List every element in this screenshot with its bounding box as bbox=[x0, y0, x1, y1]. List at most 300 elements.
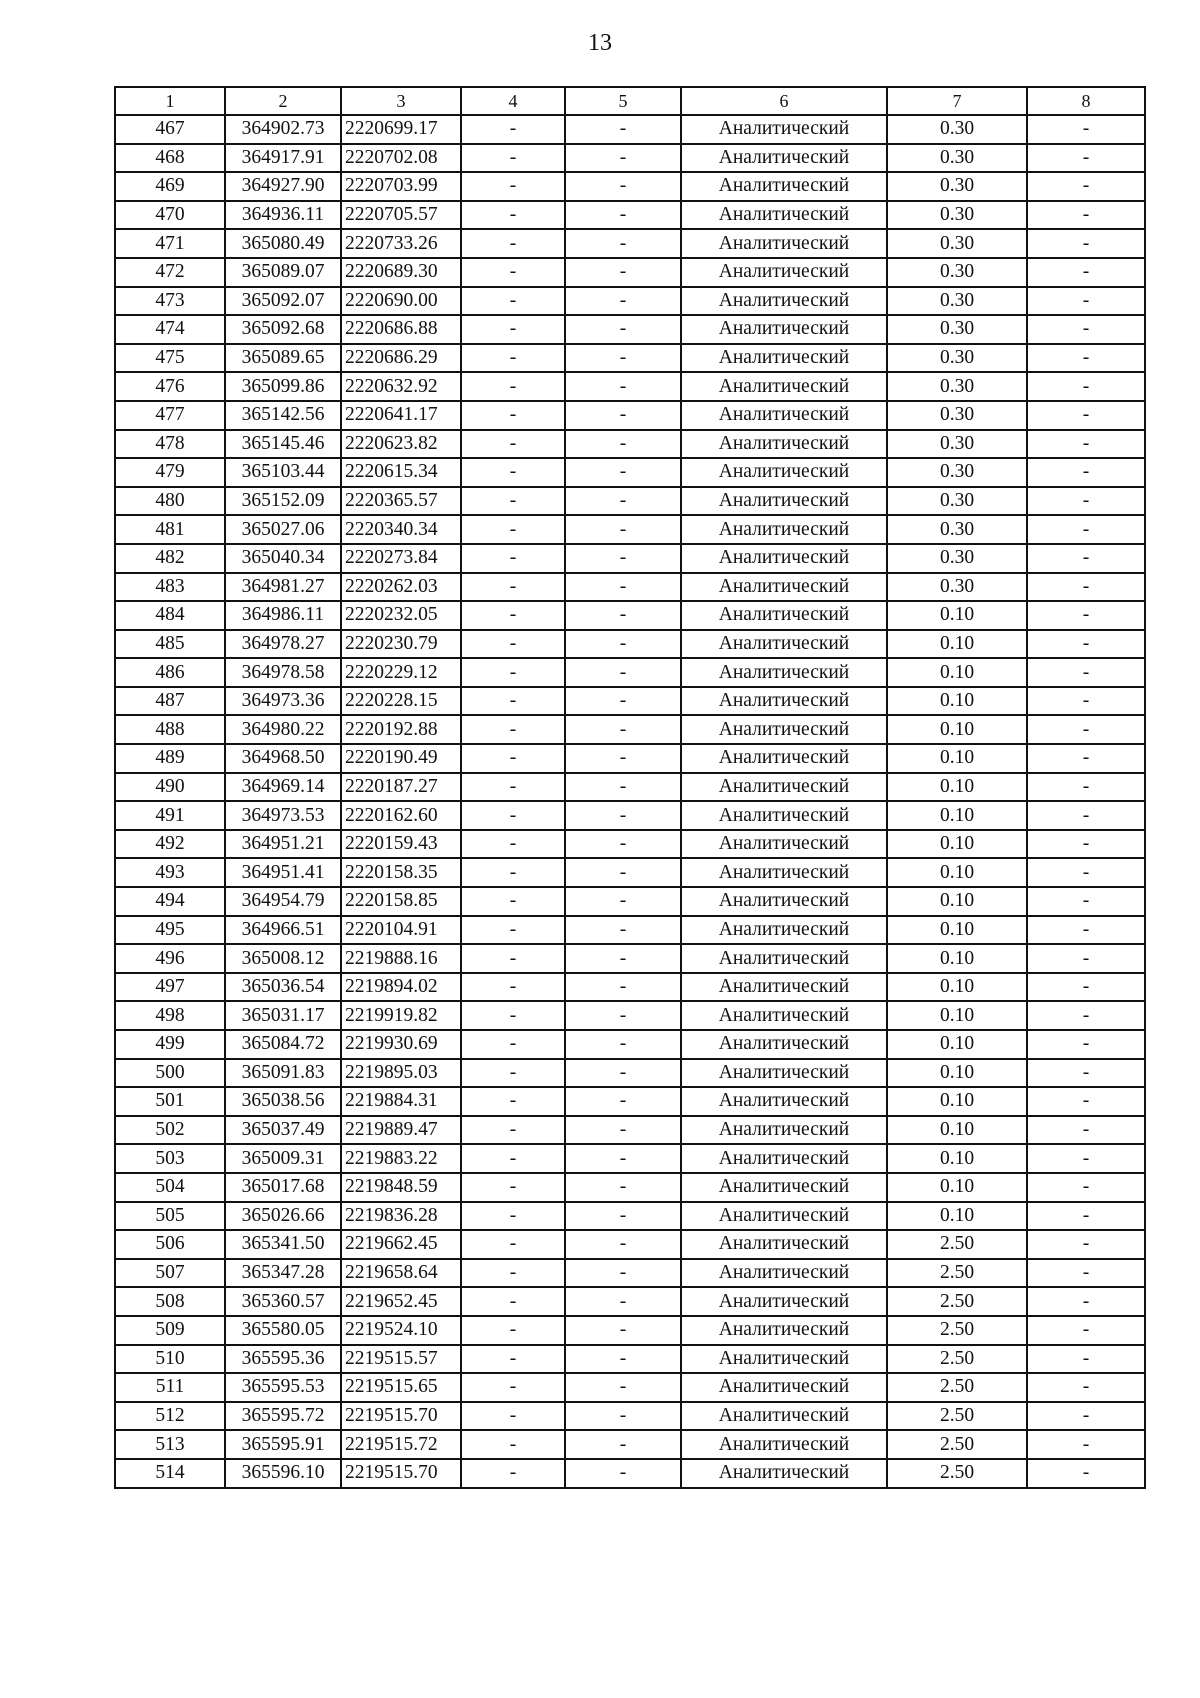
accuracy-cell: 0.10 bbox=[887, 1087, 1027, 1116]
accuracy-cell: 2.50 bbox=[887, 1459, 1027, 1488]
y-coordinate-cell: 2220686.29 bbox=[341, 344, 461, 373]
y-coordinate-cell: 2219889.47 bbox=[341, 1116, 461, 1145]
col4-cell: - bbox=[461, 487, 565, 516]
method-cell: Аналитический bbox=[681, 1030, 887, 1059]
col4-cell: - bbox=[461, 1173, 565, 1202]
table-row bbox=[115, 115, 1145, 144]
col4-cell: - bbox=[461, 1287, 565, 1316]
col5-cell: - bbox=[565, 1316, 681, 1345]
col5-cell: - bbox=[565, 1030, 681, 1059]
accuracy-cell: 0.10 bbox=[887, 887, 1027, 916]
col8-cell: - bbox=[1027, 773, 1145, 802]
method-cell: Аналитический bbox=[681, 172, 887, 201]
col8-cell: - bbox=[1027, 1345, 1145, 1374]
x-coordinate-cell: 364981.27 bbox=[225, 573, 341, 602]
point-number-cell: 479 bbox=[115, 458, 225, 487]
y-coordinate-cell: 2219515.70 bbox=[341, 1402, 461, 1431]
col4-cell: - bbox=[461, 715, 565, 744]
col4-cell: - bbox=[461, 315, 565, 344]
col5-cell: - bbox=[565, 515, 681, 544]
x-coordinate-cell: 364973.36 bbox=[225, 687, 341, 716]
table-row bbox=[115, 1430, 1145, 1459]
method-cell: Аналитический bbox=[681, 544, 887, 573]
method-cell: Аналитический bbox=[681, 773, 887, 802]
table-row bbox=[115, 229, 1145, 258]
accuracy-cell: 0.30 bbox=[887, 115, 1027, 144]
col5-cell: - bbox=[565, 1345, 681, 1374]
col4-cell: - bbox=[461, 544, 565, 573]
col5-cell: - bbox=[565, 1173, 681, 1202]
page-number: 13 bbox=[588, 30, 612, 56]
col5-cell: - bbox=[565, 744, 681, 773]
y-coordinate-cell: 2219515.65 bbox=[341, 1373, 461, 1402]
method-cell: Аналитический bbox=[681, 229, 887, 258]
x-coordinate-cell: 365038.56 bbox=[225, 1087, 341, 1116]
col5-cell: - bbox=[565, 458, 681, 487]
y-coordinate-cell: 2220632.92 bbox=[341, 372, 461, 401]
col5-cell: - bbox=[565, 573, 681, 602]
table-row bbox=[115, 1230, 1145, 1259]
point-number-cell: 506 bbox=[115, 1230, 225, 1259]
x-coordinate-cell: 365089.07 bbox=[225, 258, 341, 287]
x-coordinate-cell: 365596.10 bbox=[225, 1459, 341, 1488]
col5-cell: - bbox=[565, 401, 681, 430]
method-cell: Аналитический bbox=[681, 973, 887, 1002]
col5-cell: - bbox=[565, 1087, 681, 1116]
header-cell: 7 bbox=[887, 87, 1027, 115]
method-cell: Аналитический bbox=[681, 144, 887, 173]
y-coordinate-cell: 2219883.22 bbox=[341, 1144, 461, 1173]
table-row bbox=[115, 744, 1145, 773]
y-coordinate-cell: 2220273.84 bbox=[341, 544, 461, 573]
col8-cell: - bbox=[1027, 1030, 1145, 1059]
table-row bbox=[115, 1202, 1145, 1231]
col5-cell: - bbox=[565, 1402, 681, 1431]
method-cell: Аналитический bbox=[681, 573, 887, 602]
col8-cell: - bbox=[1027, 458, 1145, 487]
col8-cell: - bbox=[1027, 658, 1145, 687]
x-coordinate-cell: 365031.17 bbox=[225, 1001, 341, 1030]
col4-cell: - bbox=[461, 144, 565, 173]
col5-cell: - bbox=[565, 1430, 681, 1459]
col4-cell: - bbox=[461, 1116, 565, 1145]
col4-cell: - bbox=[461, 430, 565, 459]
point-number-cell: 493 bbox=[115, 858, 225, 887]
accuracy-cell: 0.30 bbox=[887, 372, 1027, 401]
point-number-cell: 475 bbox=[115, 344, 225, 373]
x-coordinate-cell: 364973.53 bbox=[225, 801, 341, 830]
col5-cell: - bbox=[565, 830, 681, 859]
x-coordinate-cell: 364986.11 bbox=[225, 601, 341, 630]
col8-cell: - bbox=[1027, 916, 1145, 945]
table-row bbox=[115, 715, 1145, 744]
method-cell: Аналитический bbox=[681, 1345, 887, 1374]
col8-cell: - bbox=[1027, 258, 1145, 287]
point-number-cell: 470 bbox=[115, 201, 225, 230]
method-cell: Аналитический bbox=[681, 1316, 887, 1345]
method-cell: Аналитический bbox=[681, 1287, 887, 1316]
accuracy-cell: 0.30 bbox=[887, 487, 1027, 516]
x-coordinate-cell: 365099.86 bbox=[225, 372, 341, 401]
col8-cell: - bbox=[1027, 401, 1145, 430]
x-coordinate-cell: 365089.65 bbox=[225, 344, 341, 373]
col4-cell: - bbox=[461, 1430, 565, 1459]
y-coordinate-cell: 2220232.05 bbox=[341, 601, 461, 630]
header-cell: 6 bbox=[681, 87, 887, 115]
accuracy-cell: 0.10 bbox=[887, 715, 1027, 744]
method-cell: Аналитический bbox=[681, 858, 887, 887]
col4-cell: - bbox=[461, 830, 565, 859]
col5-cell: - bbox=[565, 1116, 681, 1145]
col8-cell: - bbox=[1027, 601, 1145, 630]
table-row bbox=[115, 630, 1145, 659]
accuracy-cell: 0.30 bbox=[887, 258, 1027, 287]
method-cell: Аналитический bbox=[681, 687, 887, 716]
col5-cell: - bbox=[565, 715, 681, 744]
col4-cell: - bbox=[461, 1259, 565, 1288]
table-row bbox=[115, 1087, 1145, 1116]
col8-cell: - bbox=[1027, 344, 1145, 373]
table-row bbox=[115, 1287, 1145, 1316]
header-cell: 8 bbox=[1027, 87, 1145, 115]
table-row bbox=[115, 430, 1145, 459]
col8-cell: - bbox=[1027, 1230, 1145, 1259]
y-coordinate-cell: 2220686.88 bbox=[341, 315, 461, 344]
x-coordinate-cell: 365091.83 bbox=[225, 1059, 341, 1088]
col8-cell: - bbox=[1027, 1430, 1145, 1459]
point-number-cell: 480 bbox=[115, 487, 225, 516]
accuracy-cell: 2.50 bbox=[887, 1259, 1027, 1288]
col5-cell: - bbox=[565, 944, 681, 973]
method-cell: Аналитический bbox=[681, 515, 887, 544]
table-row bbox=[115, 916, 1145, 945]
col8-cell: - bbox=[1027, 1459, 1145, 1488]
col4-cell: - bbox=[461, 887, 565, 916]
point-number-cell: 494 bbox=[115, 887, 225, 916]
y-coordinate-cell: 2220623.82 bbox=[341, 430, 461, 459]
accuracy-cell: 0.30 bbox=[887, 287, 1027, 316]
accuracy-cell: 0.30 bbox=[887, 344, 1027, 373]
col5-cell: - bbox=[565, 287, 681, 316]
x-coordinate-cell: 365595.53 bbox=[225, 1373, 341, 1402]
header-cell: 5 bbox=[565, 87, 681, 115]
point-number-cell: 485 bbox=[115, 630, 225, 659]
col4-cell: - bbox=[461, 1087, 565, 1116]
table-row bbox=[115, 287, 1145, 316]
col5-cell: - bbox=[565, 630, 681, 659]
y-coordinate-cell: 2219884.31 bbox=[341, 1087, 461, 1116]
table-row bbox=[115, 1173, 1145, 1202]
col4-cell: - bbox=[461, 1144, 565, 1173]
table-row bbox=[115, 801, 1145, 830]
col4-cell: - bbox=[461, 515, 565, 544]
y-coordinate-cell: 2220690.00 bbox=[341, 287, 461, 316]
col4-cell: - bbox=[461, 687, 565, 716]
header-cell: 4 bbox=[461, 87, 565, 115]
point-number-cell: 468 bbox=[115, 144, 225, 173]
col8-cell: - bbox=[1027, 1402, 1145, 1431]
table-row bbox=[115, 144, 1145, 173]
table-row bbox=[115, 401, 1145, 430]
table-row bbox=[115, 458, 1145, 487]
x-coordinate-cell: 364927.90 bbox=[225, 172, 341, 201]
col5-cell: - bbox=[565, 144, 681, 173]
table-row bbox=[115, 1030, 1145, 1059]
table-row bbox=[115, 1345, 1145, 1374]
y-coordinate-cell: 2219894.02 bbox=[341, 973, 461, 1002]
col5-cell: - bbox=[565, 801, 681, 830]
point-number-cell: 505 bbox=[115, 1202, 225, 1231]
accuracy-cell: 0.10 bbox=[887, 973, 1027, 1002]
method-cell: Аналитический bbox=[681, 1259, 887, 1288]
accuracy-cell: 0.10 bbox=[887, 1059, 1027, 1088]
col4-cell: - bbox=[461, 944, 565, 973]
point-number-cell: 512 bbox=[115, 1402, 225, 1431]
table-row bbox=[115, 573, 1145, 602]
accuracy-cell: 0.30 bbox=[887, 172, 1027, 201]
y-coordinate-cell: 2219515.57 bbox=[341, 1345, 461, 1374]
point-number-cell: 500 bbox=[115, 1059, 225, 1088]
point-number-cell: 482 bbox=[115, 544, 225, 573]
col8-cell: - bbox=[1027, 1173, 1145, 1202]
col5-cell: - bbox=[565, 258, 681, 287]
accuracy-cell: 0.10 bbox=[887, 1173, 1027, 1202]
y-coordinate-cell: 2220228.15 bbox=[341, 687, 461, 716]
x-coordinate-cell: 365580.05 bbox=[225, 1316, 341, 1345]
accuracy-cell: 0.10 bbox=[887, 830, 1027, 859]
table-row bbox=[115, 858, 1145, 887]
x-coordinate-cell: 365027.06 bbox=[225, 515, 341, 544]
table-row bbox=[115, 344, 1145, 373]
table-row bbox=[115, 973, 1145, 1002]
point-number-cell: 483 bbox=[115, 573, 225, 602]
point-number-cell: 504 bbox=[115, 1173, 225, 1202]
table-row bbox=[115, 1059, 1145, 1088]
col4-cell: - bbox=[461, 1030, 565, 1059]
x-coordinate-cell: 365595.91 bbox=[225, 1430, 341, 1459]
point-number-cell: 473 bbox=[115, 287, 225, 316]
point-number-cell: 478 bbox=[115, 430, 225, 459]
y-coordinate-cell: 2219515.70 bbox=[341, 1459, 461, 1488]
y-coordinate-cell: 2219836.28 bbox=[341, 1202, 461, 1231]
x-coordinate-cell: 365036.54 bbox=[225, 973, 341, 1002]
point-number-cell: 498 bbox=[115, 1001, 225, 1030]
col8-cell: - bbox=[1027, 687, 1145, 716]
method-cell: Аналитический bbox=[681, 430, 887, 459]
col8-cell: - bbox=[1027, 1259, 1145, 1288]
col5-cell: - bbox=[565, 430, 681, 459]
table-row bbox=[115, 944, 1145, 973]
col5-cell: - bbox=[565, 344, 681, 373]
col5-cell: - bbox=[565, 201, 681, 230]
col8-cell: - bbox=[1027, 287, 1145, 316]
method-cell: Аналитический bbox=[681, 258, 887, 287]
y-coordinate-cell: 2220365.57 bbox=[341, 487, 461, 516]
method-cell: Аналитический bbox=[681, 715, 887, 744]
point-number-cell: 499 bbox=[115, 1030, 225, 1059]
col8-cell: - bbox=[1027, 515, 1145, 544]
accuracy-cell: 0.10 bbox=[887, 773, 1027, 802]
point-number-cell: 472 bbox=[115, 258, 225, 287]
col5-cell: - bbox=[565, 658, 681, 687]
y-coordinate-cell: 2220159.43 bbox=[341, 830, 461, 859]
y-coordinate-cell: 2219524.10 bbox=[341, 1316, 461, 1345]
col5-cell: - bbox=[565, 229, 681, 258]
accuracy-cell: 2.50 bbox=[887, 1316, 1027, 1345]
table-row bbox=[115, 1259, 1145, 1288]
col4-cell: - bbox=[461, 1316, 565, 1345]
table-row bbox=[115, 773, 1145, 802]
col8-cell: - bbox=[1027, 544, 1145, 573]
x-coordinate-cell: 365092.68 bbox=[225, 315, 341, 344]
point-number-cell: 467 bbox=[115, 115, 225, 144]
y-coordinate-cell: 2220705.57 bbox=[341, 201, 461, 230]
point-number-cell: 507 bbox=[115, 1259, 225, 1288]
x-coordinate-cell: 364969.14 bbox=[225, 773, 341, 802]
method-cell: Аналитический bbox=[681, 944, 887, 973]
point-number-cell: 488 bbox=[115, 715, 225, 744]
table-header-row bbox=[115, 87, 1145, 115]
col4-cell: - bbox=[461, 1202, 565, 1231]
y-coordinate-cell: 2220158.85 bbox=[341, 887, 461, 916]
x-coordinate-cell: 365347.28 bbox=[225, 1259, 341, 1288]
accuracy-cell: 0.10 bbox=[887, 687, 1027, 716]
point-number-cell: 471 bbox=[115, 229, 225, 258]
y-coordinate-cell: 2219848.59 bbox=[341, 1173, 461, 1202]
method-cell: Аналитический bbox=[681, 1430, 887, 1459]
col4-cell: - bbox=[461, 172, 565, 201]
table-row bbox=[115, 544, 1145, 573]
col4-cell: - bbox=[461, 287, 565, 316]
table-row bbox=[115, 1001, 1145, 1030]
x-coordinate-cell: 365009.31 bbox=[225, 1144, 341, 1173]
y-coordinate-cell: 2220689.30 bbox=[341, 258, 461, 287]
col8-cell: - bbox=[1027, 887, 1145, 916]
col8-cell: - bbox=[1027, 1144, 1145, 1173]
x-coordinate-cell: 365037.49 bbox=[225, 1116, 341, 1145]
accuracy-cell: 0.30 bbox=[887, 229, 1027, 258]
col5-cell: - bbox=[565, 601, 681, 630]
col4-cell: - bbox=[461, 573, 565, 602]
accuracy-cell: 0.10 bbox=[887, 630, 1027, 659]
col8-cell: - bbox=[1027, 430, 1145, 459]
point-number-cell: 501 bbox=[115, 1087, 225, 1116]
y-coordinate-cell: 2220187.27 bbox=[341, 773, 461, 802]
accuracy-cell: 0.10 bbox=[887, 801, 1027, 830]
accuracy-cell: 0.10 bbox=[887, 1116, 1027, 1145]
col5-cell: - bbox=[565, 115, 681, 144]
col8-cell: - bbox=[1027, 1087, 1145, 1116]
method-cell: Аналитический bbox=[681, 1059, 887, 1088]
col8-cell: - bbox=[1027, 973, 1145, 1002]
col4-cell: - bbox=[461, 1459, 565, 1488]
col4-cell: - bbox=[461, 744, 565, 773]
col5-cell: - bbox=[565, 1144, 681, 1173]
col5-cell: - bbox=[565, 1259, 681, 1288]
x-coordinate-cell: 365026.66 bbox=[225, 1202, 341, 1231]
accuracy-cell: 0.10 bbox=[887, 1030, 1027, 1059]
point-number-cell: 509 bbox=[115, 1316, 225, 1345]
method-cell: Аналитический bbox=[681, 1230, 887, 1259]
method-cell: Аналитический bbox=[681, 801, 887, 830]
accuracy-cell: 0.10 bbox=[887, 744, 1027, 773]
y-coordinate-cell: 2219515.72 bbox=[341, 1430, 461, 1459]
table-body bbox=[115, 87, 1145, 1488]
y-coordinate-cell: 2219652.45 bbox=[341, 1287, 461, 1316]
y-coordinate-cell: 2219895.03 bbox=[341, 1059, 461, 1088]
col8-cell: - bbox=[1027, 944, 1145, 973]
accuracy-cell: 0.10 bbox=[887, 944, 1027, 973]
method-cell: Аналитический bbox=[681, 1373, 887, 1402]
method-cell: Аналитический bbox=[681, 315, 887, 344]
y-coordinate-cell: 2220104.91 bbox=[341, 916, 461, 945]
col8-cell: - bbox=[1027, 229, 1145, 258]
y-coordinate-cell: 2220229.12 bbox=[341, 658, 461, 687]
col5-cell: - bbox=[565, 487, 681, 516]
method-cell: Аналитический bbox=[681, 1144, 887, 1173]
method-cell: Аналитический bbox=[681, 601, 887, 630]
table-row bbox=[115, 201, 1145, 230]
col4-cell: - bbox=[461, 1230, 565, 1259]
point-number-cell: 503 bbox=[115, 1144, 225, 1173]
col4-cell: - bbox=[461, 858, 565, 887]
x-coordinate-cell: 364951.21 bbox=[225, 830, 341, 859]
point-number-cell: 513 bbox=[115, 1430, 225, 1459]
method-cell: Аналитический bbox=[681, 830, 887, 859]
col4-cell: - bbox=[461, 1059, 565, 1088]
table-row bbox=[115, 1316, 1145, 1345]
y-coordinate-cell: 2220733.26 bbox=[341, 229, 461, 258]
table-row bbox=[115, 515, 1145, 544]
point-number-cell: 469 bbox=[115, 172, 225, 201]
accuracy-cell: 0.10 bbox=[887, 1202, 1027, 1231]
point-number-cell: 481 bbox=[115, 515, 225, 544]
x-coordinate-cell: 365360.57 bbox=[225, 1287, 341, 1316]
col5-cell: - bbox=[565, 687, 681, 716]
point-number-cell: 487 bbox=[115, 687, 225, 716]
col4-cell: - bbox=[461, 916, 565, 945]
y-coordinate-cell: 2219658.64 bbox=[341, 1259, 461, 1288]
accuracy-cell: 0.10 bbox=[887, 658, 1027, 687]
y-coordinate-cell: 2220162.60 bbox=[341, 801, 461, 830]
col5-cell: - bbox=[565, 1001, 681, 1030]
col5-cell: - bbox=[565, 1459, 681, 1488]
accuracy-cell: 2.50 bbox=[887, 1430, 1027, 1459]
method-cell: Аналитический bbox=[681, 1459, 887, 1488]
y-coordinate-cell: 2219919.82 bbox=[341, 1001, 461, 1030]
accuracy-cell: 0.30 bbox=[887, 430, 1027, 459]
table-row bbox=[115, 372, 1145, 401]
point-number-cell: 510 bbox=[115, 1345, 225, 1374]
point-number-cell: 489 bbox=[115, 744, 225, 773]
col4-cell: - bbox=[461, 372, 565, 401]
accuracy-cell: 0.10 bbox=[887, 1144, 1027, 1173]
col8-cell: - bbox=[1027, 1316, 1145, 1345]
table-row bbox=[115, 172, 1145, 201]
col4-cell: - bbox=[461, 630, 565, 659]
table-row bbox=[115, 830, 1145, 859]
x-coordinate-cell: 364954.79 bbox=[225, 887, 341, 916]
col4-cell: - bbox=[461, 1402, 565, 1431]
x-coordinate-cell: 364936.11 bbox=[225, 201, 341, 230]
y-coordinate-cell: 2220641.17 bbox=[341, 401, 461, 430]
col5-cell: - bbox=[565, 1373, 681, 1402]
col4-cell: - bbox=[461, 801, 565, 830]
x-coordinate-cell: 365103.44 bbox=[225, 458, 341, 487]
y-coordinate-cell: 2219662.45 bbox=[341, 1230, 461, 1259]
y-coordinate-cell: 2220158.35 bbox=[341, 858, 461, 887]
y-coordinate-cell: 2220192.88 bbox=[341, 715, 461, 744]
